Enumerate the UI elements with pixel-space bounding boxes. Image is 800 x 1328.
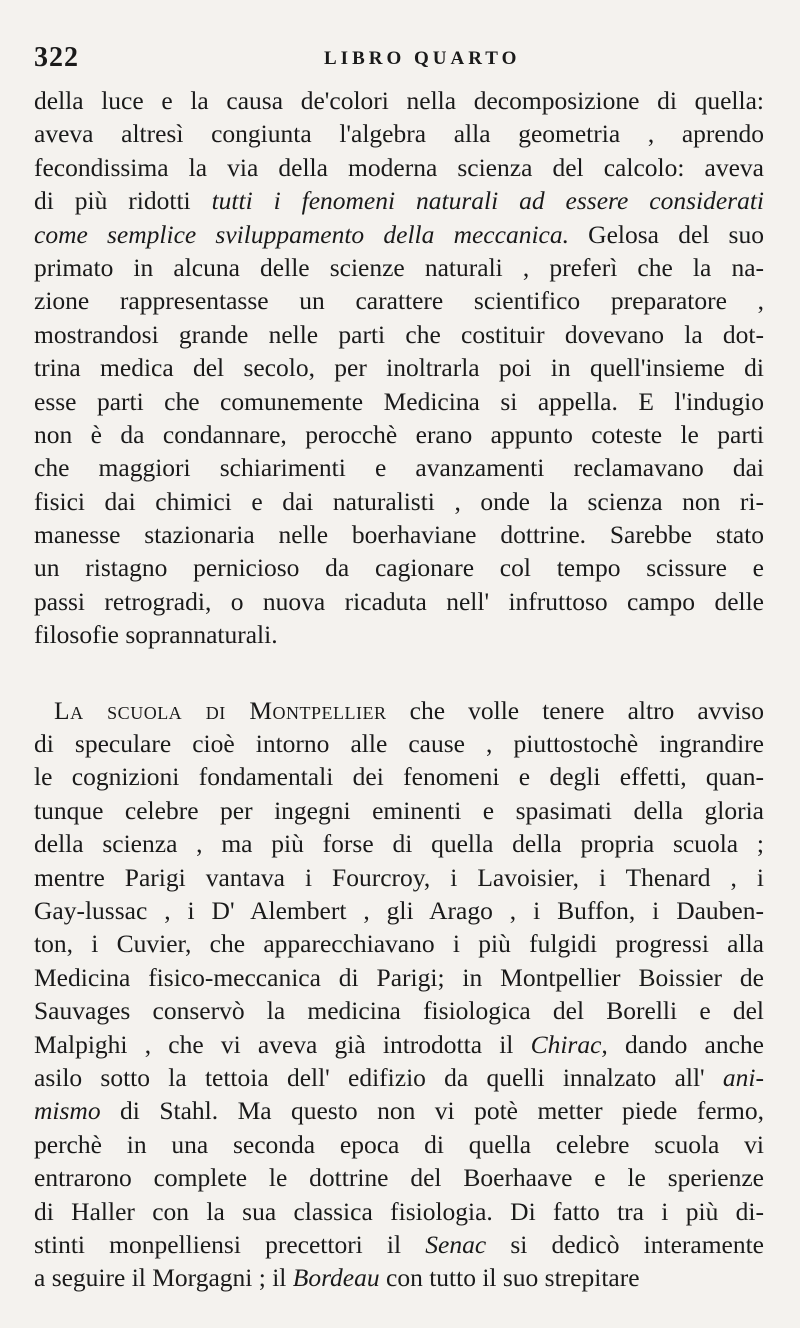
text-line: Gay-lussac , i D' Alembert , gli Arago , i Buffon, i Dauben- <box>34 895 764 925</box>
text-line <box>34 1261 764 1294</box>
text-line: che maggiori schiarimenti e avanzamenti reclamavano dai <box>34 453 764 483</box>
text-line <box>34 1061 764 1094</box>
text-run: Malpighi , che vi aveva già introdotta il <box>34 1029 531 1059</box>
text-run: di più ridotti <box>34 186 212 216</box>
italic-text: Chirac, <box>530 1029 608 1059</box>
text-line: fecondissima la via della moderna scienza del calcolo: aveva <box>34 152 764 182</box>
text-line: le cognizioni fondamentali dei fenomeni e degli effetti, quan- <box>34 762 764 792</box>
text-line: trina medica del secolo, per inoltrarla poi in quell'insieme di <box>34 353 764 383</box>
text-line: aveva altresì congiunta l'algebra alla geometria , aprendo <box>34 119 764 149</box>
text-run: Gelosa del suo <box>568 219 764 249</box>
italic-text: Senac <box>425 1229 487 1259</box>
italic-text: ani- <box>722 1062 764 1092</box>
text-line: Medicina fisico-meccanica di Parigi; in Montpellier Boissier de <box>34 962 764 992</box>
text-line: della scienza , ma più forse di quella della propria scuola ; <box>34 829 764 859</box>
text-line <box>34 1094 764 1127</box>
text-line: esse parti che comunemente Medicina si appella. E l'indugio <box>34 386 764 416</box>
text-line: primato in alcuna delle scienze naturali , preferì che la na- <box>34 252 764 282</box>
text-run: che volle tenere altro avviso <box>386 695 764 725</box>
text-run: a seguire il Morgagni ; il <box>34 1263 293 1293</box>
text-run: stinti monpelliensi precettori il <box>34 1229 426 1259</box>
text-line: manesse stazionaria nelle boerhaviane dottrine. Sarebbe stato <box>34 520 764 550</box>
text-line <box>34 1228 764 1261</box>
paragraph-2 <box>34 694 764 1295</box>
text-run: con tutto il suo strepitare <box>379 1263 640 1293</box>
text-line <box>34 1028 764 1061</box>
text-line: zione rappresentasse un carattere scientifico preparatore , <box>34 286 764 316</box>
text-line: mentre Parigi vantava i Fourcroy, i Lavoisier, i Thenard , i <box>34 862 764 892</box>
body-text <box>34 84 764 1295</box>
text-line <box>34 694 764 727</box>
text-run: asilo sotto la tettoia dell' edifizio da quelli innalzato all' <box>34 1062 723 1092</box>
text-line <box>34 218 764 251</box>
text-line: fisici dai chimici e dai naturalisti , onde la scienza non ri- <box>34 486 764 516</box>
text-line: filosofie soprannaturali. <box>34 620 278 650</box>
page-header <box>34 36 760 76</box>
text-line: passi retrogradi, o nuova ricaduta nell' infruttoso campo delle <box>34 586 764 616</box>
small-caps-heading: La scuola di Montpellier <box>54 695 387 725</box>
text-line: Sauvages conservò la medicina fisiologica del Borelli e del <box>34 996 764 1026</box>
text-line: ton, i Cuvier, che apparecchiavano i più fulgidi progressi alla <box>34 929 764 959</box>
paragraph-1 <box>34 84 764 652</box>
text-line: un ristagno pernicioso da cagionare col tempo scissure e <box>34 553 764 583</box>
italic-text: mismo <box>34 1096 101 1126</box>
text-line: tunque celebre per ingegni eminenti e spasimati della gloria <box>34 795 764 825</box>
text-line: della luce e la causa de'colori nella decomposizione di quella: <box>34 86 764 115</box>
text-line: entrarono complete le dottrine del Boerhaave e le sperienze <box>34 1163 764 1193</box>
italic-text: come semplice sviluppamento della meccanica. <box>34 219 569 249</box>
text-line: mostrandosi grande nelle parti che costituir dovevano la dot- <box>34 319 764 349</box>
text-run: dando anche <box>607 1029 764 1059</box>
text-line <box>34 184 764 217</box>
text-line: perchè in una seconda epoca di quella celebre scuola vi <box>34 1129 764 1159</box>
italic-text: tutti i fenomeni naturali ad essere considerati <box>211 186 765 216</box>
text-run: si dedicò interamente <box>486 1229 764 1259</box>
page-number: 322 <box>34 42 79 73</box>
text-line: di Haller con la sua classica fisiologia. Di fatto tra i più di- <box>34 1196 764 1226</box>
text-line: di speculare cioè intorno alle cause , piuttostochè ingrandire <box>34 729 764 759</box>
running-title: LIBRO QUARTO <box>324 48 521 69</box>
italic-text: Bordeau <box>292 1263 380 1293</box>
text-line: non è da condannare, perocchè erano appunto coteste le parti <box>34 419 764 449</box>
text-run: di Stahl. Ma questo non vi potè metter piede fermo, <box>100 1096 764 1126</box>
